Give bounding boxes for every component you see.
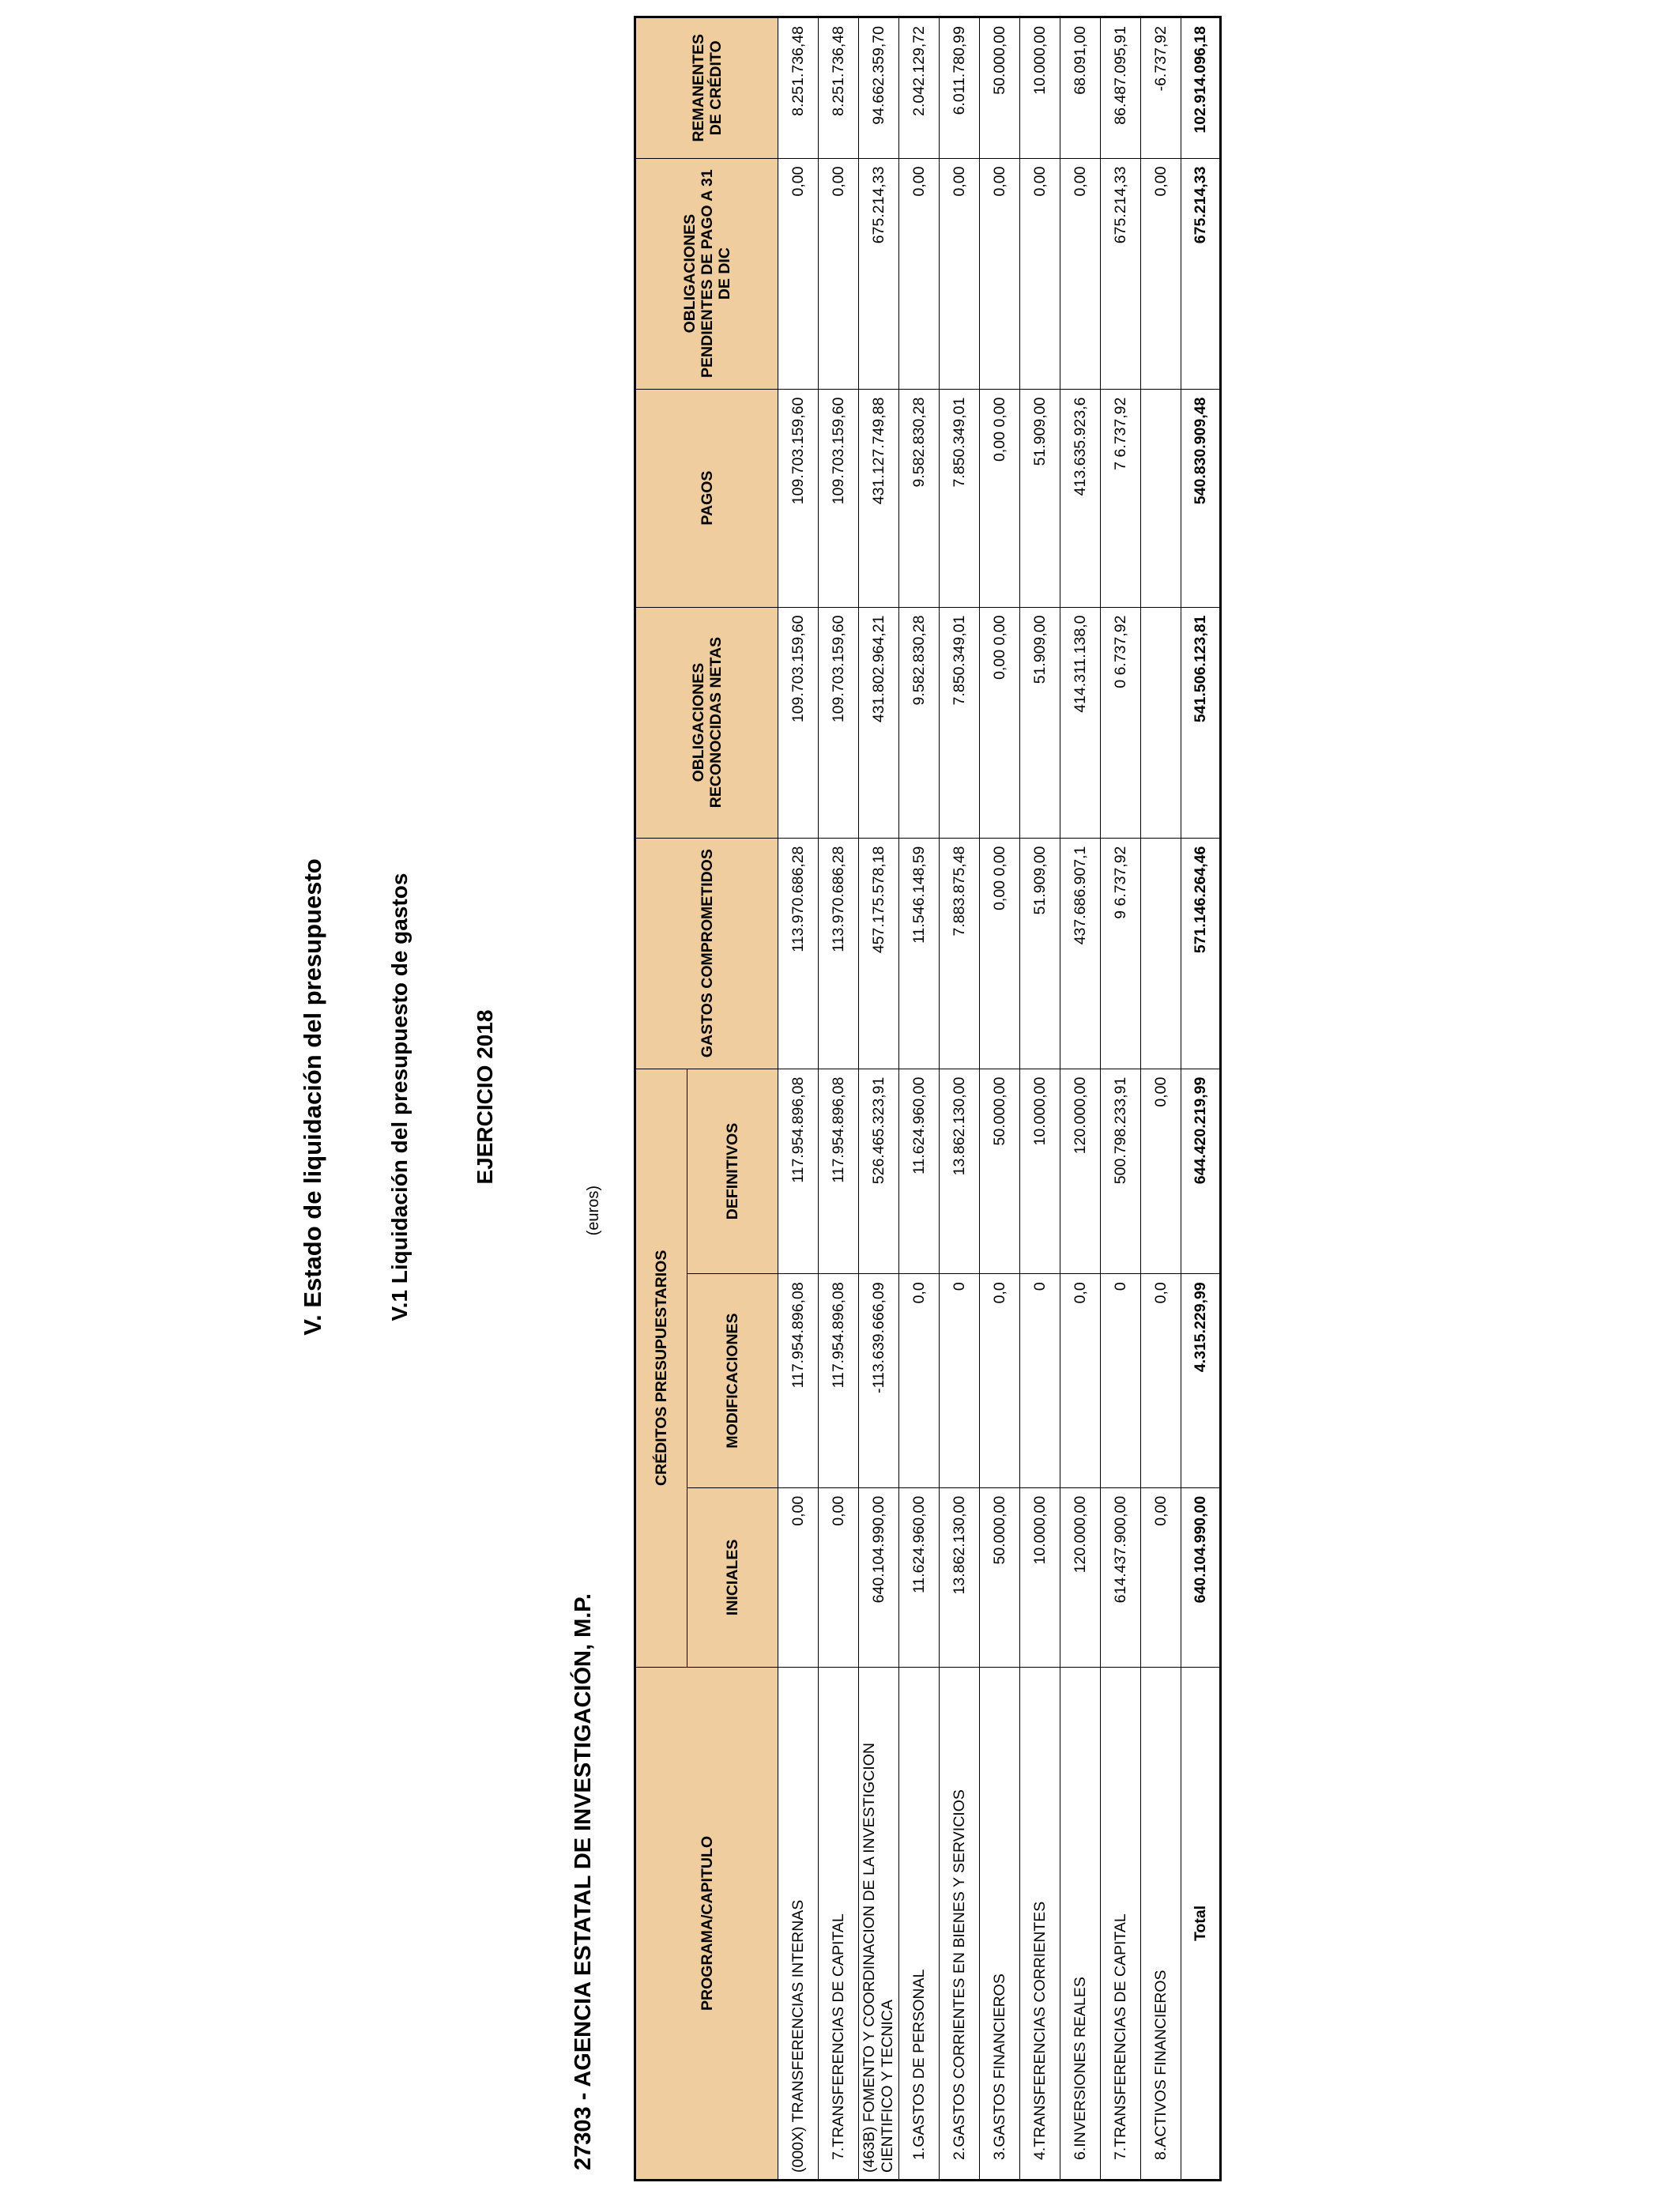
total-label: Total [1181,1667,1221,2180]
cell-pendientes: 0,00 [819,158,859,389]
cell-pagos: 109.703.159,60 [819,389,859,607]
cell-obligaciones: 7.850.349,01 [940,607,980,838]
cell-gastos: 51.909,00 [1020,838,1060,1069]
sub-title: V.1 Liquidación del presupuesto de gastos [387,873,412,1321]
cell-obligaciones: 431.802.964,21 [859,607,899,838]
cell-modificaciones: 0 [940,1274,980,1487]
cell-obligaciones: 0 6.737,92 [1101,607,1141,838]
cell-obligaciones [1141,607,1181,838]
cell-definitivos: 526.465.323,91 [859,1069,899,1274]
cell-modificaciones: 0,0 [980,1274,1020,1487]
row-label: 7.TRANSFERENCIAS DE CAPITAL [1101,1667,1141,2180]
table-row [1141,17,1181,2181]
cell-obligaciones: 51.909,00 [1020,607,1060,838]
cell-obligaciones: 9.582.830,28 [899,607,940,838]
cell-gastos: 113.970.686,28 [819,838,859,1069]
cell-gastos [1141,838,1181,1069]
header-obligaciones: OBLIGACIONES RECONOCIDAS NETAS [635,607,778,838]
cell-definitivos: 11.624.960,00 [899,1069,940,1274]
cell-remanentes: 68.091,00 [1060,17,1101,159]
header-definitivos: DEFINITIVOS [687,1069,778,1274]
cell-obligaciones: 109.703.159,60 [778,607,819,838]
cell-gastos: 113.970.686,28 [778,838,819,1069]
cell-modificaciones: 0,0 [1141,1274,1181,1487]
cell-definitivos: 13.862.130,00 [940,1069,980,1274]
cell-modificaciones: 0 [1020,1274,1060,1487]
cell-remanentes: 86.487.095,91 [1101,17,1141,159]
cell-modificaciones: 0,0 [1060,1274,1101,1487]
header-gastos: GASTOS COMPROMETIDOS [635,838,778,1069]
row-label: 6.INVERSIONES REALES [1060,1667,1101,2180]
header-pendientes: OBLIGACIONES PENDIENTES DE PAGO A 31 DE DIC [635,158,778,389]
cell-pendientes: 0,00 [778,158,819,389]
row-label: 4.TRANSFERENCIAS CORRIENTES [1020,1667,1060,2180]
cell-remanentes: 6.011.780,99 [940,17,980,159]
cell-pendientes: 0,00 [899,158,940,389]
cell-definitivos: 500.798.233,91 [1101,1069,1141,1274]
budget-table [634,16,1222,2181]
cell-gastos: 0,00 0,00 [980,838,1020,1069]
cell-definitivos: 120.000,00 [1060,1069,1101,1274]
cell-iniciales: 0,00 [819,1487,859,1667]
row-label: 3.GASTOS FINANCIEROS [980,1667,1020,2180]
cell-gastos: 11.546.148,59 [899,838,940,1069]
cell-pendientes: 0,00 [1020,158,1060,389]
cell-pagos: 431.127.749,88 [859,389,899,607]
cell-gastos: 457.175.578,18 [859,838,899,1069]
cell-gastos: 9 6.737,92 [1101,838,1141,1069]
cell-definitivos: 50.000,00 [980,1069,1020,1274]
row-label: 2.GASTOS CORRIENTES EN BIENES Y SERVICIOS [940,1667,980,2180]
total-modificaciones: 4.315.229,99 [1181,1274,1221,1487]
cell-pendientes: 675.214,33 [1101,158,1141,389]
cell-pagos: 109.703.159,60 [778,389,819,607]
cell-obligaciones: 109.703.159,60 [819,607,859,838]
table-row [980,17,1020,2181]
table-row [1060,17,1101,2181]
cell-modificaciones: 0,0 [899,1274,940,1487]
cell-remanentes: 10.000,00 [1020,17,1060,159]
cell-iniciales: 50.000,00 [980,1487,1020,1667]
cell-remanentes: -6.737,92 [1141,17,1181,159]
total-iniciales: 640.104.990,00 [1181,1487,1221,1667]
total-remanentes: 102.914.096,18 [1181,17,1221,159]
entity-name: 27303 - AGENCIA ESTATAL DE INVESTIGACIÓN, M.P. [571,1593,596,2170]
cell-iniciales: 0,00 [1141,1487,1181,1667]
header-pagos: PAGOS [635,389,778,607]
cell-pendientes: 0,00 [1141,158,1181,389]
table-row [819,17,859,2181]
cell-remanentes: 2.042.129,72 [899,17,940,159]
header-creditos: CRÉDITOS PRESUPUESTARIOS [635,1069,687,1667]
row-label: 8.ACTIVOS FINANCIEROS [1141,1667,1181,2180]
cell-pagos: 0,00 0,00 [980,389,1020,607]
cell-definitivos: 117.954.896,08 [819,1069,859,1274]
cell-remanentes: 50.000,00 [980,17,1020,159]
table-row [1101,17,1141,2181]
table-row [859,17,899,2181]
table-row [940,17,980,2181]
cell-pendientes: 0,00 [1060,158,1101,389]
cell-iniciales: 10.000,00 [1020,1487,1060,1667]
table-row [1020,17,1060,2181]
main-title: V. Estado de liquidación del presupuesto [299,858,326,1336]
cell-pendientes: 0,00 [940,158,980,389]
table-row [778,17,819,2181]
table-row [899,17,940,2181]
cell-gastos: 437.686.907,1 [1060,838,1101,1069]
header-remanentes: REMANENTES DE CRÉDITO [635,17,778,159]
cell-remanentes: 8.251.736,48 [778,17,819,159]
cell-remanentes: 8.251.736,48 [819,17,859,159]
cell-pagos: 51.909,00 [1020,389,1060,607]
cell-pagos: 9.582.830,28 [899,389,940,607]
unit-label: (euros) [585,1186,602,1236]
cell-modificaciones: 117.954.896,08 [819,1274,859,1487]
row-label: (000X) TRANSFERENCIAS INTERNAS [778,1667,819,2180]
cell-remanentes: 94.662.359,70 [859,17,899,159]
cell-gastos: 7.883.875,48 [940,838,980,1069]
cell-iniciales: 11.624.960,00 [899,1487,940,1667]
total-row [1181,17,1221,2181]
cell-pagos [1141,389,1181,607]
cell-iniciales: 120.000,00 [1060,1487,1101,1667]
cell-modificaciones: 0 [1101,1274,1141,1487]
exercise-title: EJERCICIO 2018 [473,1009,497,1185]
total-definitivos: 644.420.219,99 [1181,1069,1221,1274]
cell-iniciales: 640.104.990,00 [859,1487,899,1667]
cell-iniciales: 13.862.130,00 [940,1487,980,1667]
row-label: 7.TRANSFERENCIAS DE CAPITAL [819,1667,859,2180]
header-iniciales: INICIALES [687,1487,778,1667]
row-label: 1.GASTOS DE PERSONAL [899,1667,940,2180]
cell-pendientes: 675.214,33 [859,158,899,389]
total-pagos: 540.830.909,48 [1181,389,1221,607]
cell-definitivos: 0,00 [1141,1069,1181,1274]
header-modificaciones: MODIFICACIONES [687,1274,778,1487]
cell-definitivos: 117.954.896,08 [778,1069,819,1274]
cell-definitivos: 10.000,00 [1020,1069,1060,1274]
cell-modificaciones: -113.639.666,09 [859,1274,899,1487]
header-program: PROGRAMA/CAPITULO [635,1667,778,2180]
cell-iniciales: 0,00 [778,1487,819,1667]
cell-obligaciones: 414.311.138,0 [1060,607,1101,838]
cell-iniciales: 614.437.900,00 [1101,1487,1141,1667]
cell-pagos: 7 6.737,92 [1101,389,1141,607]
total-gastos: 571.146.264,46 [1181,838,1221,1069]
cell-pagos: 413.635.923,6 [1060,389,1101,607]
total-pendientes: 675.214,33 [1181,158,1221,389]
total-obligaciones: 541.506.123,81 [1181,607,1221,838]
cell-pendientes: 0,00 [980,158,1020,389]
cell-obligaciones: 0,00 0,00 [980,607,1020,838]
cell-modificaciones: 117.954.896,08 [778,1274,819,1487]
cell-pagos: 7.850.349,01 [940,389,980,607]
row-label: (463B) FOMENTO Y COORDINACION DE LA INVESTIGCION CIENTIFICO Y TECNICA [859,1667,899,2180]
